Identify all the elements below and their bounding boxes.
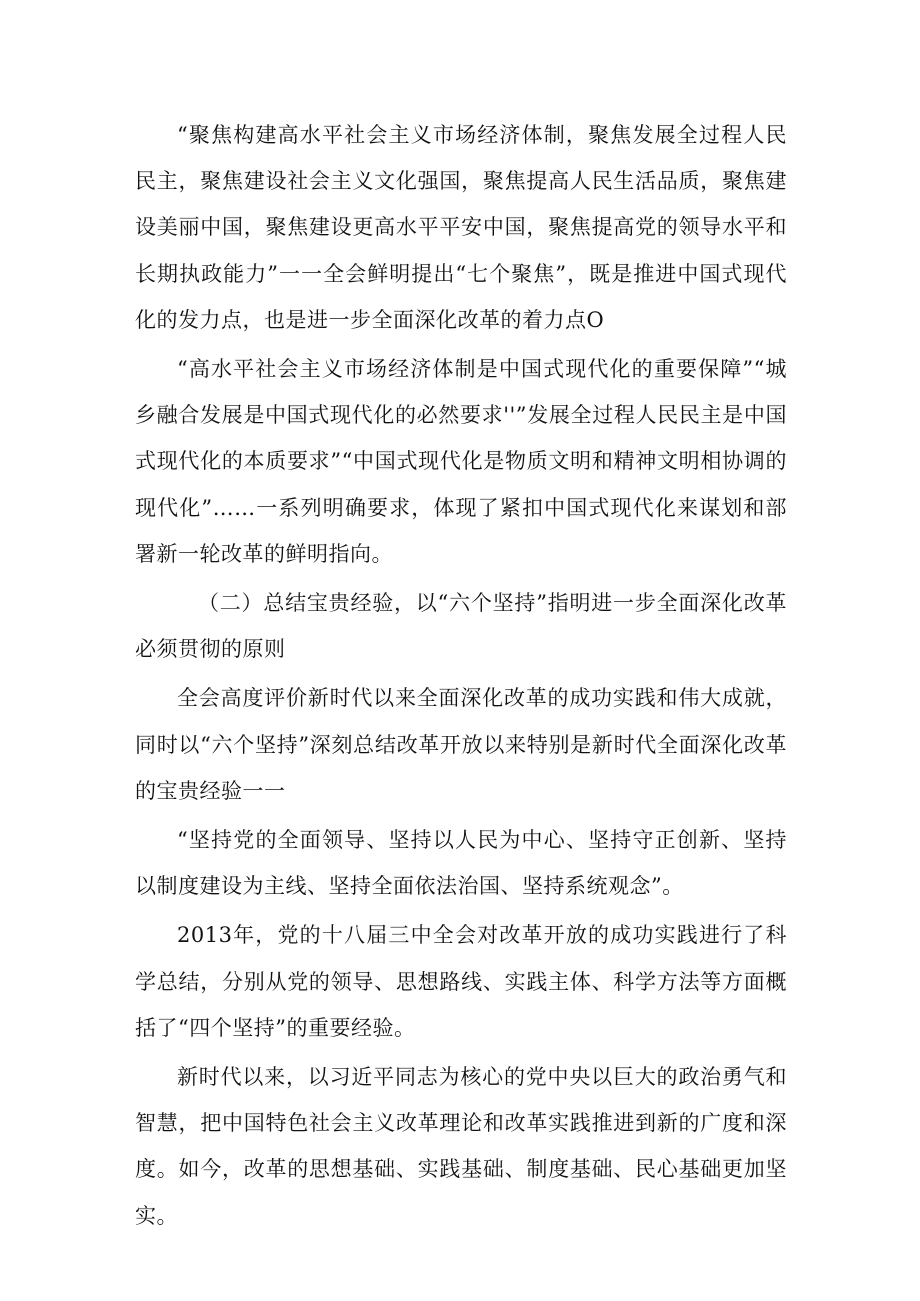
- paragraph-plenum-evaluation: 全会高度评价新时代以来全面深化改革的成功实践和伟大成就，同时以“六个坚持”深刻总结改革开放以来特别是新时代全面深化改革的宝贵经验一一: [135, 686, 787, 803]
- document-body: [135, 112, 787, 1239]
- paragraph-2013-plenum: 2013年，党的十八届三中全会对改革开放的成功实践进行了科学总结，分别从党的领导、思想路线、实践主体、科学方法等方面概括了“四个坚持”的重要经验。: [135, 923, 787, 1040]
- paragraph-seven-focuses: “聚焦构建高水平社会主义市场经济体制，聚焦发展全过程人民民主，聚焦建设社会主义文化强国，聚焦提高人民生活品质，聚焦建设美丽中国，聚焦建设更高水平平安中国，聚焦提高党的领导水平和长期执政能力”一一全会鲜明提出“七个聚焦”，既是推进中国式现代化的发力点，也是进一步全面深化改革的着力点O: [135, 123, 787, 332]
- section-heading-two: （二）总结宝贵经验，以“六个坚持”指明进一步全面深化改革必须贯彻的原则: [135, 591, 787, 662]
- paragraph-six-adherences: “坚持党的全面领导、坚持以人民为中心、坚持守正创新、坚持以制度建设为主线、坚持全面依法治国、坚持系统观念”。: [135, 828, 787, 899]
- paragraph-new-era: 新时代以来，以习近平同志为核心的党中央以巨大的政治勇气和智慧，把中国特色社会主义改革理论和改革实践推进到新的广度和深度。如今，改革的思想基础、实践基础、制度基础、民心基础更加坚实。: [135, 1065, 787, 1228]
- paragraph-requirements: “高水平社会主义市场经济体制是中国式现代化的重要保障”“城乡融合发展是中国式现代化的必然要求''”发展全过程人民民主是中国式现代化的本质要求”“中国式现代化是物质文明和精神文明相协调的现代化”……一系列明确要求，体现了紧扣中国式现代化来谋划和部署新一轮改革的鲜明指向。: [135, 357, 787, 566]
